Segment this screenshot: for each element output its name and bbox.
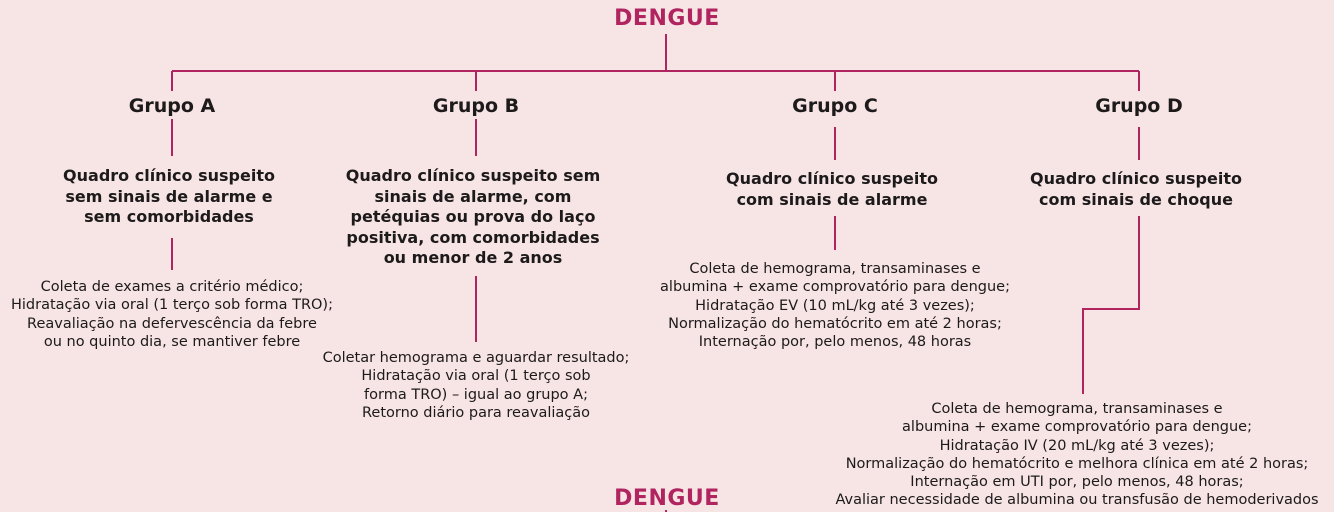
link-d-actions <box>1083 216 1139 394</box>
group-c-label: Grupo C <box>792 95 878 117</box>
footer-title: DENGUE <box>614 486 720 511</box>
group-d-label: Grupo D <box>1095 95 1183 117</box>
diagram-title: DENGUE <box>614 6 720 31</box>
group-a-condition: Quadro clínico suspeito sem sinais de alarme e sem comorbidades <box>63 166 275 226</box>
group-c-actions: Coleta de hemograma, transaminases e albumina + exame comprovatório para dengue; Hidratação EV (10 mL/kg até 3 vezes); Normalização do hematócrito em até 2 horas; Internação por, pelo menos, 48 horas <box>660 261 1010 351</box>
group-c-condition: Quadro clínico suspeito com sinais de alarme <box>726 169 938 209</box>
group-b-label: Grupo B <box>432 95 520 117</box>
group-b-actions: Coletar hemograma e aguardar resultado; Hidratação via oral (1 terço sob forma TRO) – igual ao grupo A; Retorno diário para reavaliação <box>322 350 630 421</box>
group-a-actions: Coleta de exames a critério médico; Hidratação via oral (1 terço sob forma TRO); Reavaliação na defervescência da febre ou no quinto dia, se mantiver febre <box>11 279 333 350</box>
group-b-condition: Quadro clínico suspeito sem sinais de alarme, com petéquias ou prova do laço positiva, com comorbidades ou menor de 2 anos <box>345 166 601 267</box>
group-a-label: Grupo A <box>128 95 216 117</box>
group-d-condition: Quadro clínico suspeito com sinais de choque <box>1030 169 1242 209</box>
group-d-actions: Coleta de hemograma, transaminases e albumina + exame comprovatório para dengue; Hidratação IV (20 mL/kg até 3 vezes); Normalização do hematócrito e melhora clínica em até 2 horas; Internação em UTI por, pelo menos, 48 horas; Avaliar necessidade de albumina ou transfusão de hemoderivados <box>835 401 1319 509</box>
